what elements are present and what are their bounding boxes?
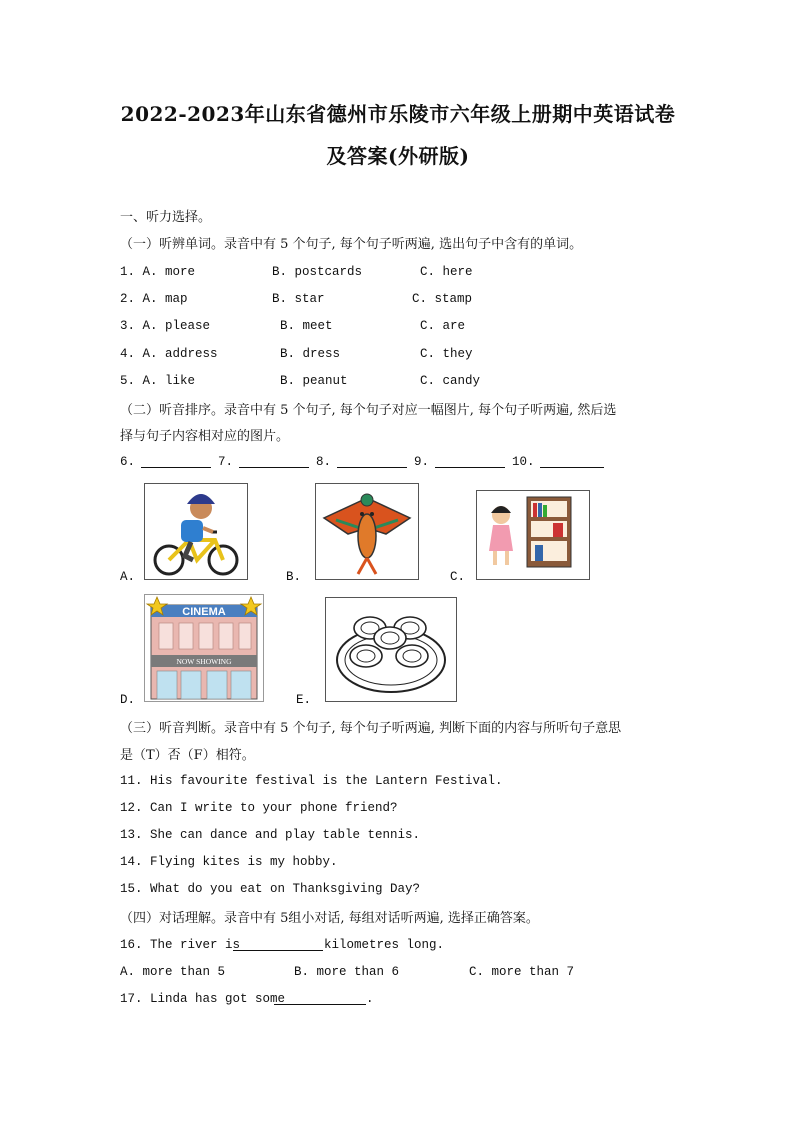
statement-11: 11. His favourite festival is the Lantern Festival. bbox=[120, 774, 503, 788]
blank-10-label: 10. bbox=[512, 455, 535, 469]
question-16-option-b: B. more than 6 bbox=[294, 965, 400, 979]
blank-6-label: 6. bbox=[120, 455, 136, 469]
blank-7[interactable] bbox=[239, 455, 309, 468]
part2-instruction-line1: （二）听音排序。录音中有 5 个句子, 每个句子对应一幅图片, 每个句子听两遍, 然后选 bbox=[120, 403, 617, 418]
cinema-banner: NOW SHOWING bbox=[176, 657, 232, 666]
picture-e-label: E. bbox=[296, 693, 312, 707]
mooncakes-icon bbox=[325, 597, 457, 702]
question-17-suffix: . bbox=[366, 992, 374, 1006]
picture-d-label: D. bbox=[120, 693, 136, 707]
blank-8[interactable] bbox=[337, 455, 407, 468]
picture-a-label: A. bbox=[120, 570, 136, 584]
question-4-c: C. they bbox=[420, 347, 473, 361]
statement-14: 14. Flying kites is my hobby. bbox=[120, 855, 338, 869]
question-5-c: C. candy bbox=[420, 374, 481, 388]
part3-instruction-line1: （三）听音判断。录音中有 5 个句子, 每个句子听两遍, 判断下面的内容与所听句子意思 bbox=[120, 721, 622, 736]
blank-8-label: 8. bbox=[316, 455, 332, 469]
kite-icon bbox=[315, 483, 419, 580]
statement-13: 13. She can dance and play table tennis. bbox=[120, 828, 421, 842]
question-17-prefix: 17. Linda has got some bbox=[120, 992, 286, 1006]
question-3-c: C. are bbox=[420, 319, 466, 333]
page-title-line2: 及答案(外研版) bbox=[326, 144, 470, 168]
part3-instruction-line2: 是（T）否（F）相符。 bbox=[120, 748, 255, 763]
cinema-sign: CINEMA bbox=[182, 606, 226, 618]
boy-riding-bike-icon bbox=[144, 483, 248, 580]
question-17-blank[interactable] bbox=[274, 992, 366, 1005]
picture-c-label: C. bbox=[450, 570, 466, 584]
cinema-building-icon bbox=[144, 594, 264, 702]
question-1-c: C. here bbox=[420, 265, 473, 279]
part2-instruction-line2: 择与句子内容相对应的图片。 bbox=[120, 429, 290, 444]
question-1-a: 1. A. more bbox=[120, 265, 196, 279]
question-4-a: 4. A. address bbox=[120, 347, 218, 361]
question-2-c: C. stamp bbox=[412, 292, 473, 306]
statement-12: 12. Can I write to your phone friend? bbox=[120, 801, 398, 815]
question-16-prefix: 16. The river is bbox=[120, 938, 241, 952]
part4-instruction: （四）对话理解。录音中有 5组小对话, 每组对话听两遍, 选择正确答案。 bbox=[120, 911, 539, 926]
picture-b-label: B. bbox=[286, 570, 302, 584]
blank-6[interactable] bbox=[141, 455, 211, 468]
blank-7-label: 7. bbox=[218, 455, 234, 469]
section-heading: 一、听力选择。 bbox=[120, 210, 212, 225]
question-4-b: B. dress bbox=[280, 347, 341, 361]
blank-10[interactable] bbox=[540, 455, 604, 468]
statement-15: 15. What do you eat on Thanksgiving Day? bbox=[120, 882, 421, 896]
blank-9[interactable] bbox=[435, 455, 505, 468]
blank-9-label: 9. bbox=[414, 455, 430, 469]
question-2-a: 2. A. map bbox=[120, 292, 188, 306]
question-16-suffix: kilometres long. bbox=[324, 938, 445, 952]
question-5-b: B. peanut bbox=[280, 374, 348, 388]
page-title-line1: 2022-2023年山东省德州市乐陵市六年级上册期中英语试卷 bbox=[120, 102, 676, 126]
question-3-a: 3. A. please bbox=[120, 319, 211, 333]
part1-instruction: （一）听辨单词。录音中有 5 个句子, 每个句子听两遍, 选出句子中含有的单词。 bbox=[120, 237, 583, 252]
question-16-option-c: C. more than 7 bbox=[469, 965, 575, 979]
question-3-b: B. meet bbox=[280, 319, 333, 333]
question-1-b: B. postcards bbox=[272, 265, 363, 279]
question-16-option-a: A. more than 5 bbox=[120, 965, 226, 979]
question-16-blank[interactable] bbox=[233, 938, 323, 951]
question-2-b: B. star bbox=[272, 292, 325, 306]
girl-bookshelf-icon bbox=[476, 490, 590, 580]
question-5-a: 5. A. like bbox=[120, 374, 196, 388]
